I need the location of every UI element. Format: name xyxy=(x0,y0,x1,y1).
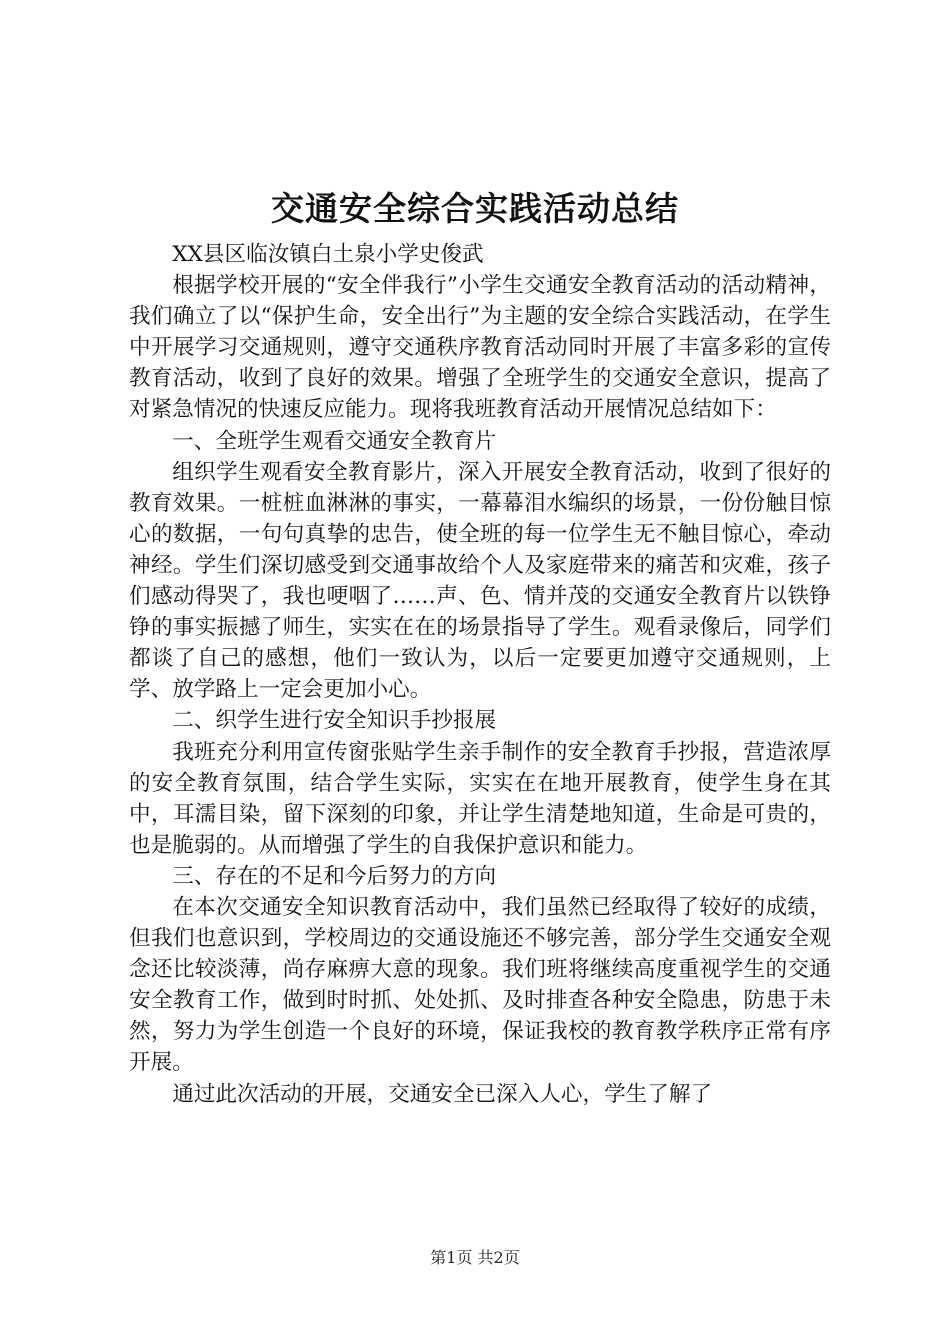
section-heading-2: 二、织学生进行安全知识手抄报展 xyxy=(172,708,497,734)
section-paragraph-3: 在本次交通安全知识教育活动中，我们虽然已经取得了较好的成绩，但我们也意识到，学校周边的交通设施还不够完善，部分学生交通安全观念还比较淡薄，尚存麻痹大意的现象。我们班将继续高度重视学生的交通安全教育工作，做到时时抓、处处抓、及时排查各种安全隐患，防患于未然，努力为学生创造一个良好的环境，保证我校的教育教学秩序正常有序开展。 xyxy=(129,894,831,1076)
intro-paragraph: 根据学校开展的“安全伴我行”小学生交通安全教育活动的活动精神，我们确立了以“保护生命，安全出行”为主题的安全综合实践活动，在学生中开展学习交通规则，遵守交通秩序教育活动同时开展了丰富多彩的宣传教育活动，收到了良好的效果。增强了全班学生的交通安全意识，提高了对紧急情况的快速反应能力。现将我班教育活动开展情况总结如下： xyxy=(129,273,831,423)
section-paragraph-1: 组织学生观看安全教育影片，深入开展安全教育活动，收到了很好的教育效果。一桩桩血淋淋的事实，一幕幕泪水编织的场景，一份份触目惊心的数据，一句句真挚的忠告，使全班的每一位学生无不触目惊心，牵动神经。学生们深切感受到交通事故给个人及家庭带来的痛苦和灾难，孩子们感动得哭了，我也哽咽了……声、色、情并茂的交通安全教育片以铁铮铮的事实振撼了师生，实实在在的场景指导了学生。观看录像后，同学们都谈了自己的感想，他们一致认为，以后一定要更加遵守交通规则，上学、放学路上一定会更加小心。 xyxy=(129,459,831,703)
closing-paragraph: 通过此次活动的开展，交通安全已深入人心，学生了解了 xyxy=(172,1081,713,1107)
section-heading-1: 一、全班学生观看交通安全教育片 xyxy=(172,428,497,454)
page-number-footer: 第1页 共2页 xyxy=(430,1248,520,1267)
author-line: XX县区临汝镇白土泉小学史俊武 xyxy=(172,242,484,267)
document-body xyxy=(129,239,831,1110)
section-paragraph-2: 我班充分利用宣传窗张贴学生亲手制作的安全教育手抄报，营造浓厚的安全教育氛围，结合学生实际，实实在在地开展教育，使学生身在其中，耳濡目染，留下深刻的印象，并让学生清楚地知道，生命是可贵的，也是脆弱的。从而增强了学生的自我保护意识和能力。 xyxy=(129,739,831,858)
document-title: 交通安全综合实践活动总结 xyxy=(271,189,679,228)
section-heading-3: 三、存在的不足和今后努力的方向 xyxy=(172,863,497,889)
